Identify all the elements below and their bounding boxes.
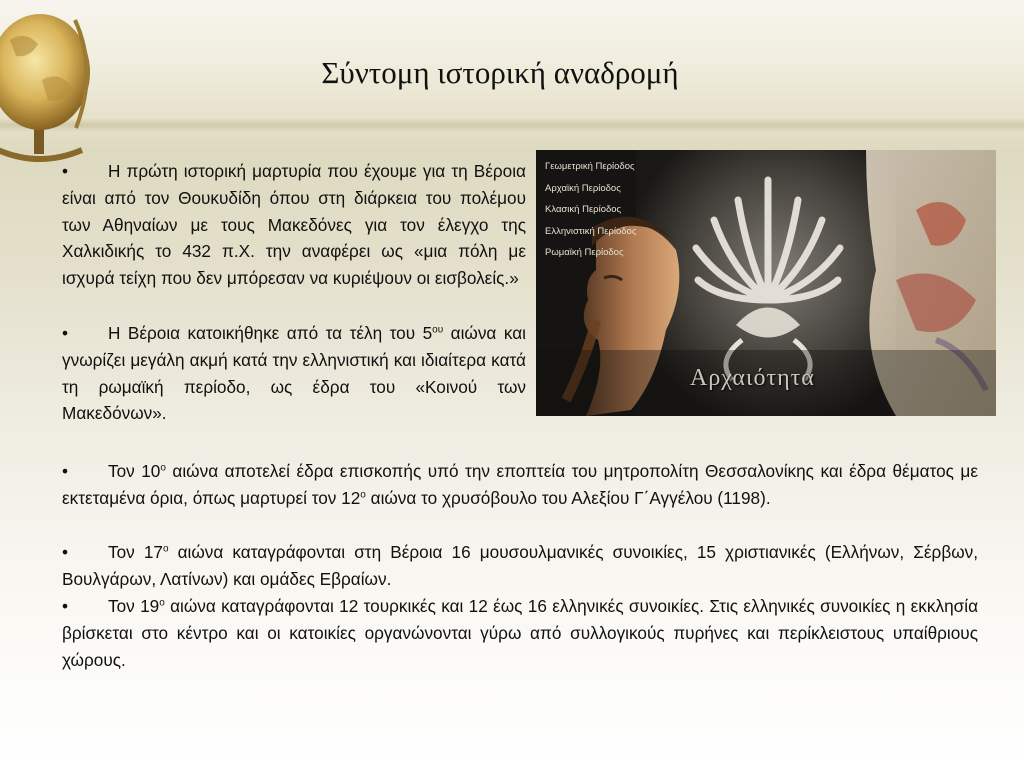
paragraph-text: Τον 10 [108, 461, 161, 481]
paragraph-text: Η Βέροια κατοικήθηκε από τα τέλη του 5 [108, 323, 433, 343]
paragraph-text: αιώνα και γνωρίζει μεγάλη ακμή κατά την ελληνιστική και ιδιαίτερα κατά τη ρωμαϊκή περίοδο, ως έδρα του «Κοινού των Μακεδόνων». [62, 323, 526, 424]
period-item: Γεωμετρική Περίοδος [545, 161, 635, 172]
paragraph-text: Η πρώτη ιστορική μαρτυρία που έχουμε για τη Βέροια είναι από τον Θουκυδίδη όπου στη διάρκεια του πολέμου των Αθηναίων με τους Μακεδόνες για τον έλεγχο της Χαλκιδικής το 432 π.Χ. την αναφέρει ως «μια πόλη με ισχυρά τείχη που δεν μπόρεσαν να κυριέψουν οι εισβολείς.» [62, 161, 526, 289]
period-list [545, 156, 636, 264]
paragraph-text: αιώνα το χρυσόβουλο του Αλεξίου Γ΄Αγγέλου (1198). [365, 487, 771, 508]
period-item: Αρχαϊκή Περίοδος [545, 182, 621, 194]
paragraph-text: αιώνα αποτελεί έδρα επισκοπής υπό την εποπτεία του μητροπολίτη Θεσσαλονίκης και έδρα θέματος με εκτεταμένα όρια, όπως μαρτυρεί τον 12 [62, 461, 978, 508]
paragraph-text: Τον 17 [108, 542, 163, 562]
paragraph-settlement [62, 320, 526, 427]
period-item: Κλασική Περίοδος [545, 204, 622, 215]
period-item: Ρωμαϊκή Περίοδος [545, 247, 624, 258]
paragraph-19th-century [62, 593, 978, 673]
bullet: • [62, 323, 69, 343]
antiquity-image [536, 150, 996, 416]
bullet: • [62, 542, 69, 562]
paragraph-text: αιώνα καταγράφονται στη Βέροια 16 μουσουλμανικές συνοικίες, 15 χριστιανικές (Ελλήνων, Σέρβων, Βουλγάρων, Λατίνων) και ομάδες Εβραίων. [62, 542, 978, 589]
bullet: • [62, 461, 69, 481]
paragraph-thucydides [62, 158, 526, 292]
ordinal-superscript: ου [432, 324, 444, 336]
paragraph-text: Τον 19 [108, 596, 160, 616]
paragraph-10th-century [62, 458, 978, 512]
era-label: Αρχαιότητα [690, 365, 815, 391]
bullet: • [62, 161, 69, 181]
header-band [0, 118, 1024, 132]
ordinal-superscript: ο [159, 597, 165, 609]
ordinal-superscript: ο [162, 543, 169, 555]
paragraph-text: αιώνα καταγράφονται 12 τουρκικές και 12 έως 16 ελληνικές συνοικίες. Στις ελληνικές συνοικίες η εκκλησία βρίσκεται στο κέντρο και οι κατοικίες οργανώνονται γύρω από συλλογικούς πυρήνες και περίκλειστους υπαίθριους χώρους. [62, 596, 979, 670]
bullet: • [62, 596, 69, 616]
ordinal-superscript: ο [360, 489, 366, 501]
period-item: Ελληνιστική Περίοδος [545, 225, 637, 237]
slide-title: Σύντομη ιστορική αναδρομή [321, 55, 679, 90]
ordinal-superscript: ο [160, 462, 166, 474]
paragraph-17th-century [62, 539, 978, 593]
